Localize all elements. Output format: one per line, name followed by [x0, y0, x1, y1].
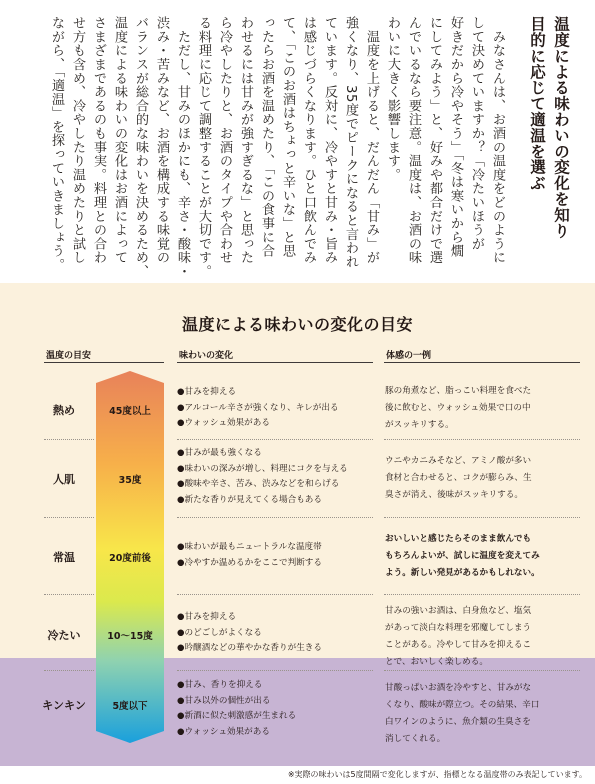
article-line: て、「このお酒はちょっと辛いな」と思: [280, 16, 295, 258]
article: [0, 0, 595, 283]
taste-list: [177, 385, 377, 432]
row-divider: [384, 594, 580, 595]
article-line: ったらお酒を温めたり、「この食事に合: [259, 16, 274, 258]
article-line: みなさんは、お酒の温度をどのように: [490, 16, 505, 265]
footnote: ※実際の味わいは5度間隔で変化しますが、指標となる温度帯のみ表記しています。: [287, 770, 587, 779]
temp-label-cold: 10〜15度: [107, 631, 153, 642]
row-divider: [177, 670, 373, 671]
article-line: さまざまであるのも事実。料理との合わ: [91, 16, 106, 265]
column-rule: [384, 362, 580, 363]
feel-line: とで、おいしく楽しめる。: [385, 657, 488, 667]
row-divider: [384, 670, 580, 671]
temp-label-icy: 5度以下: [112, 701, 148, 712]
article-line: 好きだから冷やそう」「冬は寒いから燗: [448, 16, 463, 258]
taste-list: [177, 678, 377, 740]
feel-line: がスッキリする。: [385, 420, 454, 430]
article-line: せ方も含め、冷やしたり温めたりと試し: [70, 16, 85, 265]
feel-text: [385, 680, 585, 748]
row-label-icy: キンキン: [42, 699, 86, 712]
column-header-taste: 味わいの変化: [179, 351, 234, 361]
row-label-room: 常温: [53, 551, 75, 564]
feel-line: 後に飲むと、ウォッシュ効果で口の中: [385, 403, 531, 413]
article-line: ています。反対に、冷やすと甘み・旨み: [322, 16, 337, 265]
taste-list: [177, 540, 377, 571]
taste-item: ●アルコール辛さが強くなり、キレが出る: [177, 402, 339, 413]
article-line: わいに大きく影響します。: [385, 16, 400, 182]
taste-item: ●冷やすか温めるかをここで判断する: [177, 557, 322, 568]
article-line: 温度を上げると、だんだん「甘み」が: [364, 16, 379, 265]
taste-item: ●味わいが最もニュートラルな温度帯: [177, 542, 322, 552]
temp-label-hot: 45度以上: [109, 406, 151, 417]
taste-item: ●甘み以外の個性が出る: [177, 695, 271, 706]
row-divider: [44, 517, 94, 518]
article-line: ながら、「適温」を探っていきましょう。: [49, 16, 64, 272]
taste-item: ●ウォッシュ効果がある: [177, 418, 270, 428]
column-header-feel: 体感の一例: [386, 351, 432, 361]
feel-line: 臭さが消え、後味がスッキリする。: [385, 490, 523, 500]
row-divider: [44, 670, 94, 671]
article-heading-1: 温度による味わいの変化を知り: [552, 16, 571, 239]
column-rule: [44, 362, 164, 363]
chart-title: 温度による味わいの変化の目安: [181, 315, 413, 334]
feel-line: ウニやカニみそなど、アミノ酸が多い: [385, 456, 532, 466]
taste-item: ●味わいの深みが増し、料理にコクを与える: [177, 463, 348, 474]
feel-line: ことがある。冷やして甘みを抑えるこ: [385, 640, 532, 650]
feel-text: [385, 453, 585, 504]
temp-label-room: 20度前後: [109, 553, 151, 564]
feel-text: [385, 383, 585, 434]
article-line: 温度による味わいの変化はお酒によって: [112, 16, 127, 265]
column-header-temp: 温度の目安: [46, 351, 92, 361]
article-line: して決めていますか？「冷たいほうが: [469, 16, 484, 251]
row-divider: [44, 594, 94, 595]
feel-text: [385, 531, 585, 582]
feel-line: があって淡白な料理を邪魔してしまう: [385, 623, 532, 633]
taste-item: ●甘み、香りを抑える: [177, 680, 263, 690]
feel-line: 消してくれる。: [385, 734, 446, 744]
article-line: 渋み・苦みなど、お酒を構成する味覚の: [154, 16, 169, 265]
row-label-cold: 冷たい: [47, 629, 81, 642]
temp-label-body: 35度: [118, 475, 142, 486]
row-divider: [44, 439, 94, 440]
taste-item: ●のどごしがよくなる: [177, 627, 262, 638]
row-label-body: 人肌: [53, 473, 75, 486]
feel-line: 甘酸っぱいお酒を冷やすと、甘みがな: [385, 683, 532, 693]
feel-line: 豚の角煮など、脂っこい料理を食べた: [385, 386, 532, 396]
article-line: は感じづらくなります。ひと口飲んでみ: [301, 16, 316, 265]
feel-line: もちろんよいが、試しに温度を変えてみ: [385, 551, 540, 561]
feel-text: [385, 603, 585, 671]
row-label-hot: 熱め: [53, 404, 75, 417]
taste-list: [177, 610, 377, 657]
taste-item: ●甘みが最も強くなる: [177, 448, 262, 458]
feel-line: 甘みの強いお酒は、白身魚など、塩気: [385, 606, 532, 616]
feel-line: 白ワインのように、魚介類の生臭さを: [385, 717, 531, 727]
column-rule: [177, 362, 373, 363]
article-line: わせるには甘みが強すぎるな」と思った: [238, 16, 253, 265]
article-line: にしてみよう」と、好みや都合だけで選: [427, 16, 442, 265]
taste-item: ●新酒に似た刺激感が生まれる: [177, 711, 297, 721]
taste-item: ●甘みを抑える: [177, 612, 237, 622]
taste-list: [177, 446, 377, 508]
row-divider: [177, 594, 373, 595]
feel-line: くなり、酸味が際立つ。その結果、辛口: [385, 700, 540, 710]
article-line: 強くなり、35度でピークになると言われ: [343, 16, 358, 269]
row-divider: [384, 439, 580, 440]
taste-item: ●酸味や辛さ、苦み、渋みなどを和らげる: [177, 479, 340, 489]
article-line: ら冷やしたりと、お酒のタイプや合わせ: [217, 16, 232, 265]
feel-line: よう。新しい発見があるかもしれない。: [385, 568, 540, 578]
article-line: バランスが総合的な味わいを決めるため、: [133, 16, 148, 279]
taste-item: ●新たな香りが見えてくる場合もある: [177, 494, 322, 505]
article-line: ただし、甘みのほかにも、辛さ・酸味・: [175, 16, 190, 279]
taste-item: ●ウォッシュ効果がある: [177, 726, 270, 737]
row-divider: [177, 439, 373, 440]
taste-item: ●吟醸酒などの華やかな香りが生きる: [177, 643, 322, 653]
row-divider: [177, 517, 373, 518]
article-heading-2: 目的に応じて適温を選ぶ: [528, 16, 547, 191]
row-divider: [384, 517, 580, 518]
article-line: んでいるなら要注意。温度は、お酒の味: [406, 16, 421, 265]
feel-line: おいしいと感じたらそのまま飲んでも: [385, 534, 532, 544]
feel-line: 食材と合わせると、コクが膨らみ、生: [385, 473, 532, 483]
article-line: る料理に応じて調整することが大切です。: [196, 16, 211, 279]
taste-item: ●甘みを抑える: [177, 387, 237, 397]
footnote-bar: [0, 766, 595, 784]
